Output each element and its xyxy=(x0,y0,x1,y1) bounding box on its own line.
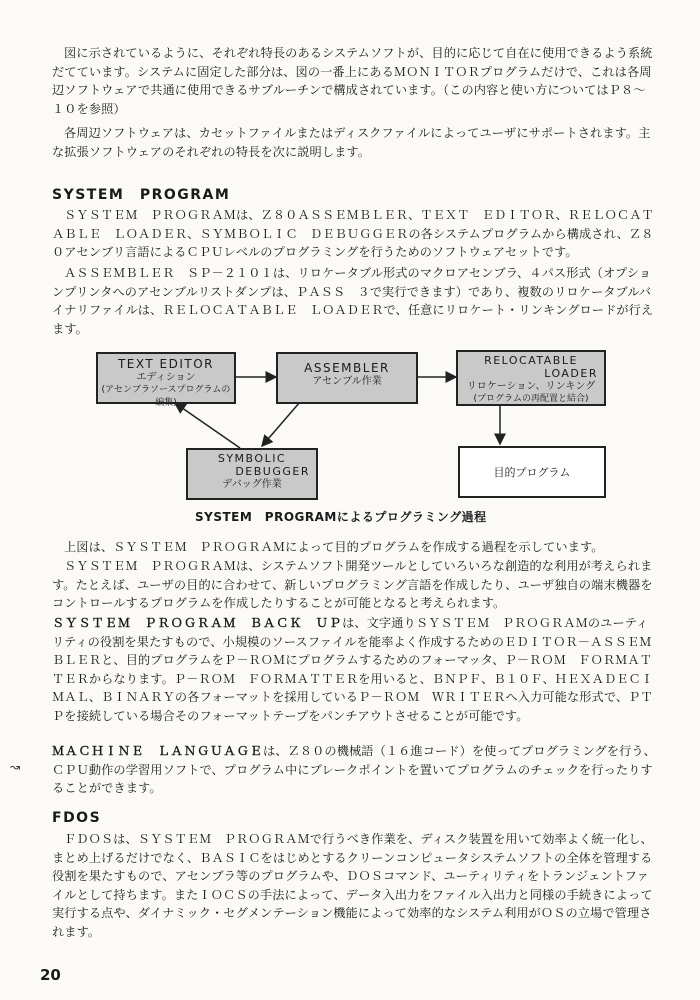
assembler-sub: アセンブル作業 xyxy=(312,376,382,387)
arrow-assembler-to-debugger xyxy=(262,402,300,446)
machine-language-body: は、Ｚ８０の機械語（１６進コード）を使ってプログラミングを行う、ＣＰＵ動作の学習用ソフトで、プログラム中にブレークポイントを置いてプログラムのチェックを行ったりすることができます。 xyxy=(52,744,656,796)
machine-language-paragraph xyxy=(52,742,656,798)
fdos-heading: FDOS xyxy=(52,810,102,826)
loader-title-1: RELOCATABLE xyxy=(484,354,578,367)
system-program-paragraph-2: ＡＳＳＥＭＢＬＥＲ ＳＰ－２１０１は、リロケータブル形式のマクロアセンブラ、４パス形式（オプションプリンタへのアセンブルリストダンプは、ＰＡＳＳ ３で実行できます）であり、複数のリロケータブルバイナリファイルは、ＲＥＬＯＣＡＴＡＢＬＥ ＬＯＡＤＥＲで、任意にリロケート・リンキングロードが行えます。 xyxy=(52,266,654,336)
after-diagram-paragraph-1: 上図は、ＳＹＳＴＥＭ ＰＲＯＧＲＡＭによって目的プログラムを作成する過程を示しています。 xyxy=(64,540,604,554)
text-editor-box xyxy=(96,352,236,408)
debugger-sub: デバッグ作業 xyxy=(222,479,282,490)
loader-sub-2: (プログラムの再配置と結合) xyxy=(473,394,589,404)
assembler-box xyxy=(276,352,418,404)
backup-lead: ＳＹＳＴＥＭ ＰＲＯＧＲＡＭ ＢＡＣＫ ＵＰ xyxy=(52,616,343,630)
system-program-paragraph-1: ＳＹＳＴＥＭ ＰＲＯＧＲＡＭは、Ｚ８０ＡＳＳＥＭＢＬＥＲ、ＴＥＸＴ ＥＤＩＴＯＲ、ＲＥＬＯＣＡＴＡＢＬＥ ＬＯＡＤＥＲ、ＳＹＭＢＯＬＩＣ ＤＥＢＵＧＧＥＲの各システムプログラムから構成され、Ｚ８０アセンブリ言語によるＣＰＵレベルのプログラミングを行うためのソフトウェアセットです。 xyxy=(52,208,654,260)
after-diagram-paragraph-2: ＳＹＳＴＥＭ ＰＲＯＧＲＡＭは、システムソフト開発ツールとしていろいろな創造的な利用が考えられます。たとえば、ユーザの目的に合わせて、新しいプログラミング言語を作成したり、ユーザ独自の端末機器をコントロールするプログラムを作成したりすることが可能となると考えられます。 xyxy=(52,559,653,611)
text-editor-sub: エディション xyxy=(136,372,196,383)
text-editor-title: TEXT EDITOR xyxy=(117,357,215,371)
relocatable-loader-box xyxy=(456,350,606,406)
assembler-title: ASSEMBLER xyxy=(304,361,390,375)
system-program-heading: SYSTEM PROGRAM xyxy=(52,187,231,203)
target-program-label: 目的プログラム xyxy=(493,466,571,479)
loader-sub-1: リロケーション、リンキング xyxy=(466,381,596,392)
debugger-title-1: SYMBOLIC xyxy=(217,452,287,465)
text-editor-note: (アセンブラソースプログラムの編集) xyxy=(101,385,231,408)
debugger-title-2: DEBUGGER xyxy=(235,465,310,478)
intro-paragraph-1: 図に示されているように、それぞれ特長のあるシステムソフトが、目的に応じて自在に使用できるよう系統だてています。システムに固定した部分は、図の一番上にあるＭＯＮＩＴＯＲプログラムだけで、これは各周辺ソフトウェアで共通に使用できるサブルーチンで構成されています。（この内容と使い方についてはＰ８～１０を参照） xyxy=(52,46,653,116)
diagram-caption: SYSTEM PROGRAMによるプログラミング過程 xyxy=(195,510,487,524)
loader-title-2: LOADER xyxy=(544,367,598,380)
backup-body: は、文字通りＳＹＳＴＥＭ ＰＲＯＧＲＡＭのユーティリティの役割を果たすもので、小規模のソースファイルを能率よく作成するためのＥＤＩＴＯＲ－ＡＳＳＥＭＢＬＥＲと、目的プログラムをＰ－ＲＯＭにプログラムするためのフォーマッタ、Ｐ－ＲＯＭ ＦＯＲＭＡＴＴＥＲからなります。Ｐ－ＲＯＭ ＦＯＲＭＡＴＴＥＲを用いると、ＢＮＰＦ、Ｂ１０Ｆ、ＨＥＸＡＤＥＣＩＭＡＬ、ＢＩＮＡＲＹの各フォーマットを採用しているＰ－ＲＯＭ ＷＲＩＴＥＲへ入力可能な形式で、ＰＴＰを接続している場合そのフォーマットテープをパンチアウトさせることが可能です。 xyxy=(52,616,654,723)
machine-language-lead: ＭＡＣＨＩＮＥ ＬＡＮＧＵＡＧＥ xyxy=(52,744,263,758)
margin-mark: ↝ xyxy=(10,760,21,774)
symbolic-debugger-box xyxy=(186,448,318,500)
intro-paragraph-2: 各周辺ソフトウェアは、カセットファイルまたはディスクファイルによってユーザにサポートされます。主な拡張ソフトウェアのそれぞれの特長を次に説明します。 xyxy=(52,126,651,159)
target-program-box xyxy=(458,446,606,498)
page-number: 20 xyxy=(40,966,61,984)
backup-paragraph xyxy=(52,614,656,726)
fdos-paragraph: ＦＤＯＳは、ＳＹＳＴＥＭ ＰＲＯＧＲＡＭで行うべき作業を、ディスク装置を用いて効率よく統一化し、まとめ上げるだけでなく、ＢＡＳＩＣをはじめとするクリーンコンピュータシステムソフトの全体を管理する役割を果たすもので、アセンブラ等のプログラムや、ＤＯＳコマンド、ユーティリティをトランジェントファイルとして持ちます。またＩＯＣＳの手法によって、データ入出力をファイル入出力と同様の手続きによって実行する点や、ダイナミック・セグメンテーション機能によって効率的なシステム利用がＯＳの立場で管理されます。 xyxy=(52,832,653,939)
